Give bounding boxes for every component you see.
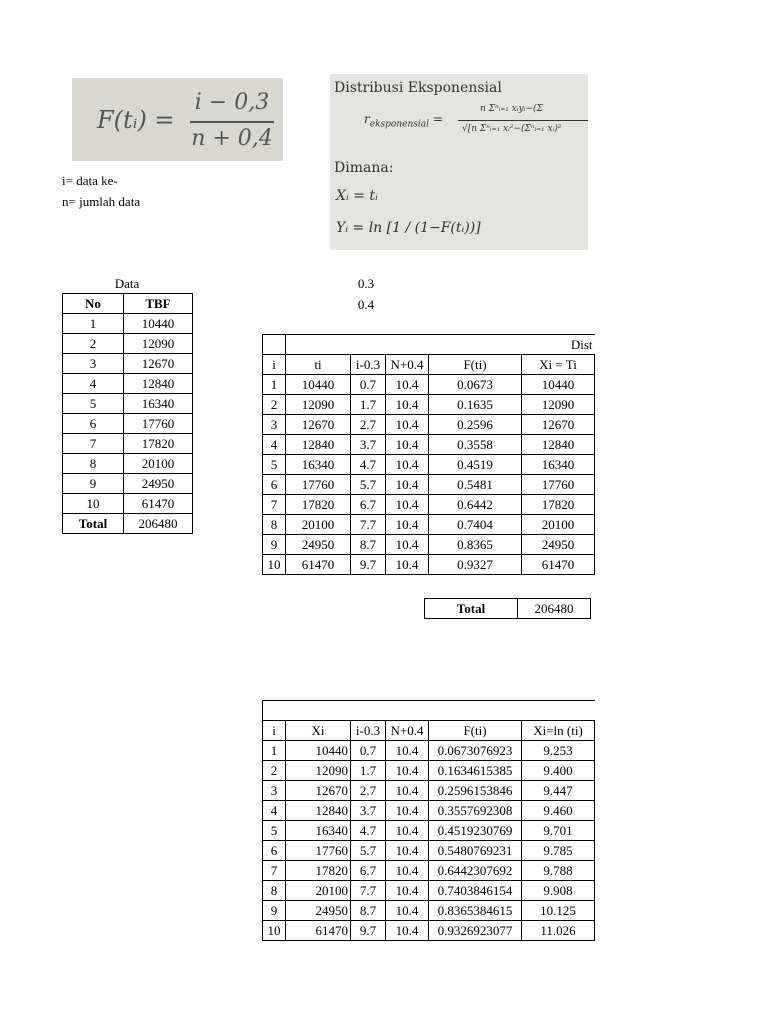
cell: 0.3558 <box>429 435 522 455</box>
cell: 10.4 <box>386 535 429 555</box>
table-row <box>63 374 193 394</box>
table-title-row <box>263 335 595 355</box>
header-no: No <box>63 294 124 314</box>
cell: 20100 <box>124 454 193 474</box>
header-cell: N+0.4 <box>386 355 429 375</box>
note-i: i= data ke- <box>62 173 118 188</box>
cell: 12840 <box>286 435 351 455</box>
cell: 9.400 <box>522 761 595 781</box>
cell: 6 <box>263 475 286 495</box>
cell: 4 <box>263 435 286 455</box>
dist-total-value: 206480 <box>518 599 591 619</box>
table-row <box>263 881 595 901</box>
cell: 0.1634615385 <box>429 761 522 781</box>
cell: 61470 <box>522 555 595 575</box>
table-total-row <box>63 514 193 534</box>
dist-total-label: Total <box>425 599 518 619</box>
table-row <box>263 375 595 395</box>
cell: 6.7 <box>351 861 386 881</box>
cell: 12670 <box>124 354 193 374</box>
cell: 0.7404 <box>429 515 522 535</box>
table-row <box>263 741 595 761</box>
table-row <box>63 434 193 454</box>
cell: 9.788 <box>522 861 595 881</box>
cell: 3 <box>263 781 286 801</box>
cell: 0.6442 <box>429 495 522 515</box>
cell: 3.7 <box>351 801 386 821</box>
cell: 10.4 <box>386 455 429 475</box>
cell: 6 <box>263 841 286 861</box>
cell: 0.8365 <box>429 535 522 555</box>
cell: 5 <box>63 394 124 414</box>
cell: 0.2596153846 <box>429 781 522 801</box>
cell: 0.9327 <box>429 555 522 575</box>
cell: 12670 <box>286 415 351 435</box>
expo-denominator: √[n Σⁿᵢ₌₁ xᵢ²−(Σⁿᵢ₌₁ xᵢ)² <box>462 124 562 134</box>
cell: 2.7 <box>351 781 386 801</box>
cell: 0.3557692308 <box>429 801 522 821</box>
cell: 2 <box>263 395 286 415</box>
cell: 5 <box>263 821 286 841</box>
cell: 20100 <box>286 881 351 901</box>
table-row <box>263 415 595 435</box>
cell: 20100 <box>522 515 595 535</box>
cell: 0.4519230769 <box>429 821 522 841</box>
table-row <box>63 454 193 474</box>
cell: 2 <box>63 334 124 354</box>
dist-total-table <box>424 598 591 619</box>
header-cell: i-0.3 <box>351 355 386 375</box>
expo-numerator: n Σⁿᵢ₌₁ xᵢyᵢ−(Σ <box>480 104 543 114</box>
table-row <box>263 861 595 881</box>
expo-xi: Xᵢ = tᵢ <box>336 188 378 204</box>
header-cell: i <box>263 721 286 741</box>
cell: 10.4 <box>386 741 429 761</box>
header-cell: F(ti) <box>429 721 522 741</box>
table-header-row <box>263 721 595 741</box>
expo-fraction-bar <box>458 120 588 121</box>
table-row <box>63 414 193 434</box>
header-cell: Xi=ln (ti) <box>522 721 595 741</box>
cell: 12090 <box>286 761 351 781</box>
header-cell: F(ti) <box>429 355 522 375</box>
cell: 5.7 <box>351 841 386 861</box>
cell: 4.7 <box>351 821 386 841</box>
cell: 10.4 <box>386 801 429 821</box>
cell: 10.4 <box>386 861 429 881</box>
table-row <box>63 494 193 514</box>
cell: 1.7 <box>351 395 386 415</box>
header-cell: Xi <box>286 721 351 741</box>
data-table-caption: Data <box>114 276 140 291</box>
cell: 10440 <box>124 314 193 334</box>
cell: 17820 <box>522 495 595 515</box>
constant-b: 0.4 <box>357 297 375 312</box>
cell: 1 <box>63 314 124 334</box>
cell: 0.1635 <box>429 395 522 415</box>
cell: 10.4 <box>386 841 429 861</box>
cell: 1 <box>263 375 286 395</box>
cell: 9.253 <box>522 741 595 761</box>
formula-denominator: n + 0,4 <box>191 126 273 151</box>
dist-title: Dist <box>286 335 595 355</box>
cell: 24950 <box>286 535 351 555</box>
cell: 16340 <box>522 455 595 475</box>
expo-yi: Yᵢ = ln [1 / (1−F(tᵢ))] <box>336 220 481 236</box>
header-cell: i <box>263 355 286 375</box>
cell: 6 <box>63 414 124 434</box>
header-tbf: TBF <box>124 294 193 314</box>
cell: 0.7 <box>351 741 386 761</box>
data-table <box>62 293 193 534</box>
cell: 10.4 <box>386 901 429 921</box>
cell: 2.7 <box>351 415 386 435</box>
cell: 10.4 <box>386 515 429 535</box>
cell: 2 <box>263 761 286 781</box>
cell: 24950 <box>124 474 193 494</box>
cell: 5 <box>263 455 286 475</box>
table-row <box>263 515 595 535</box>
cell: 8 <box>263 515 286 535</box>
table-row <box>263 841 595 861</box>
header-cell: Xi = Ti <box>522 355 595 375</box>
expo-title: Distribusi Eksponensial <box>334 80 502 96</box>
cell: 3.7 <box>351 435 386 455</box>
cell: 9.701 <box>522 821 595 841</box>
cell: 10.125 <box>522 901 595 921</box>
cell: 10.4 <box>386 761 429 781</box>
cell: 12090 <box>124 334 193 354</box>
blank-cell <box>263 701 595 721</box>
table-row <box>63 334 193 354</box>
table-row <box>63 354 193 374</box>
cell: 9.7 <box>351 555 386 575</box>
table-row <box>263 495 595 515</box>
cell: 10 <box>63 494 124 514</box>
cell: 10 <box>263 555 286 575</box>
cell: 7.7 <box>351 515 386 535</box>
cell: 10 <box>263 921 286 941</box>
cell: 4 <box>263 801 286 821</box>
cell: 12840 <box>522 435 595 455</box>
cell: 3 <box>63 354 124 374</box>
cell: 7 <box>263 861 286 881</box>
table-row <box>63 314 193 334</box>
cell: 12670 <box>522 415 595 435</box>
cell: 10.4 <box>386 555 429 575</box>
cell: 10.4 <box>386 435 429 455</box>
cell: 5.7 <box>351 475 386 495</box>
cell: 17820 <box>286 861 351 881</box>
exponential-formula-image <box>330 74 588 250</box>
table-row <box>263 921 595 941</box>
cell: 61470 <box>286 555 351 575</box>
note-n: n= jumlah data <box>62 194 141 209</box>
table-header-row <box>263 355 595 375</box>
cell: 10.4 <box>386 881 429 901</box>
cell: 0.8365384615 <box>429 901 522 921</box>
table-row <box>263 781 595 801</box>
cell: 61470 <box>124 494 193 514</box>
table-row <box>263 821 595 841</box>
cell: 10.4 <box>386 375 429 395</box>
cell: 61470 <box>286 921 351 941</box>
cell: 9.785 <box>522 841 595 861</box>
table-row <box>263 455 595 475</box>
cell: 0.5480769231 <box>429 841 522 861</box>
cell: 9.447 <box>522 781 595 801</box>
cell: 8.7 <box>351 535 386 555</box>
cell: 12090 <box>522 395 595 415</box>
cell: 0.4519 <box>429 455 522 475</box>
cell: 7.7 <box>351 881 386 901</box>
expo-dimana: Dimana: <box>334 160 394 176</box>
cell: 9.7 <box>351 921 386 941</box>
cell: 1 <box>263 741 286 761</box>
cell: 9 <box>63 474 124 494</box>
cell: 9.908 <box>522 881 595 901</box>
ln-table <box>262 700 595 941</box>
cell: 10440 <box>286 741 351 761</box>
table-row <box>63 394 193 414</box>
cell: 9 <box>263 535 286 555</box>
cell: 4 <box>63 374 124 394</box>
cell: 10.4 <box>386 415 429 435</box>
formula-image <box>72 78 283 161</box>
expo-r-label: $r_{eksponensial}$ = <box>364 112 443 130</box>
cell: 6.7 <box>351 495 386 515</box>
formula-fraction-bar <box>190 121 274 123</box>
cell: 3 <box>263 415 286 435</box>
cell: 24950 <box>522 535 595 555</box>
cell: 0.0673 <box>429 375 522 395</box>
cell: 12090 <box>286 395 351 415</box>
cell: 0.5481 <box>429 475 522 495</box>
cell: 12840 <box>124 374 193 394</box>
table-row <box>263 535 595 555</box>
cell: 17820 <box>286 495 351 515</box>
cell: 9.460 <box>522 801 595 821</box>
cell: 10.4 <box>386 495 429 515</box>
cell: 1.7 <box>351 761 386 781</box>
cell: 11.026 <box>522 921 595 941</box>
total-label: Total <box>63 514 124 534</box>
cell: 12840 <box>286 801 351 821</box>
cell: 12670 <box>286 781 351 801</box>
cell: 8 <box>63 454 124 474</box>
table-row <box>263 901 595 921</box>
cell: 17760 <box>124 414 193 434</box>
formula-lhs: F(tᵢ) = <box>97 106 175 134</box>
cell: 10.4 <box>386 821 429 841</box>
table-total-row <box>425 599 591 619</box>
table-row <box>263 435 595 455</box>
cell: 16340 <box>286 821 351 841</box>
distribution-table <box>262 334 595 575</box>
cell: 8 <box>263 881 286 901</box>
cell: 17760 <box>286 475 351 495</box>
total-value: 206480 <box>124 514 193 534</box>
cell: 10.4 <box>386 781 429 801</box>
cell: 10.4 <box>386 395 429 415</box>
cell: 20100 <box>286 515 351 535</box>
cell: 7 <box>63 434 124 454</box>
cell: 16340 <box>286 455 351 475</box>
header-cell: N+0.4 <box>386 721 429 741</box>
table-row <box>263 761 595 781</box>
cell: 0.9326923077 <box>429 921 522 941</box>
cell: 7 <box>263 495 286 515</box>
cell: 0.0673076923 <box>429 741 522 761</box>
cell: 10.4 <box>386 921 429 941</box>
cell: 10440 <box>522 375 595 395</box>
table-header-row <box>63 294 193 314</box>
table-row <box>263 475 595 495</box>
cell: 0.6442307692 <box>429 861 522 881</box>
ln-body <box>263 741 595 941</box>
formula-numerator: i − 0,3 <box>194 90 270 115</box>
table-row <box>263 801 595 821</box>
table-title-row <box>263 701 595 721</box>
cell: 0.2596 <box>429 415 522 435</box>
cell: 24950 <box>286 901 351 921</box>
cell: 16340 <box>124 394 193 414</box>
cell: 0.7403846154 <box>429 881 522 901</box>
cell: 10.4 <box>386 475 429 495</box>
constant-a: 0.3 <box>357 276 375 291</box>
cell: 17820 <box>124 434 193 454</box>
header-cell: i-0.3 <box>351 721 386 741</box>
cell: 4.7 <box>351 455 386 475</box>
cell: 10440 <box>286 375 351 395</box>
cell: 9 <box>263 901 286 921</box>
blank-cell <box>263 335 286 355</box>
dist-body <box>263 375 595 575</box>
cell: 0.7 <box>351 375 386 395</box>
cell: 17760 <box>522 475 595 495</box>
header-cell: ti <box>286 355 351 375</box>
table-row <box>63 474 193 494</box>
table-row <box>263 395 595 415</box>
table-row <box>263 555 595 575</box>
cell: 17760 <box>286 841 351 861</box>
cell: 8.7 <box>351 901 386 921</box>
